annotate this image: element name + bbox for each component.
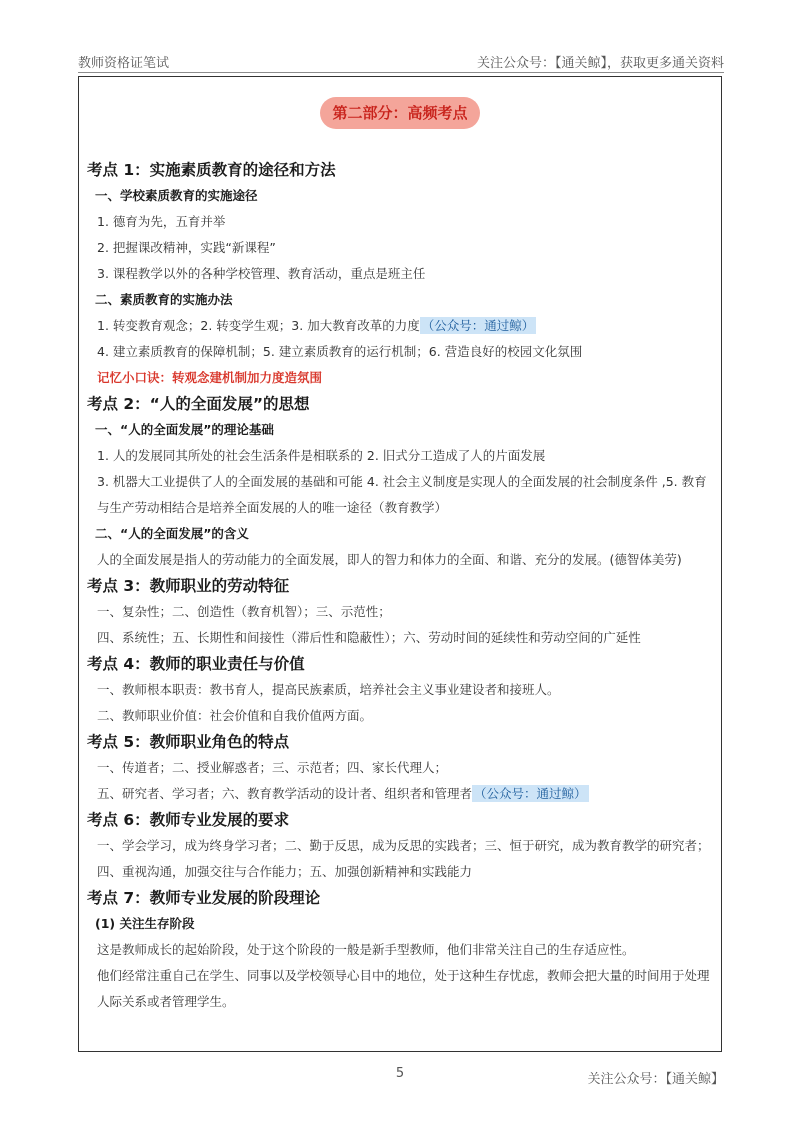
page-header bbox=[78, 50, 724, 73]
topic-2-line-1: 1. 人的发展同其所处的社会生活条件是相联系的 2. 旧式分工造成了人的片面发展 bbox=[97, 448, 546, 463]
wechat-highlight-1: （公众号：通过鲸） bbox=[421, 318, 535, 333]
footer-right-text: 关注公众号：【通关鲸】 bbox=[587, 1072, 724, 1087]
wechat-highlight-2: （公众号：通过鲸） bbox=[474, 786, 587, 801]
content-body bbox=[87, 157, 715, 1015]
topic-2-sub-2: 二、“人的全面发展”的含义 bbox=[95, 526, 249, 541]
topic-1-title: 考点 1：实施素质教育的途径和方法 bbox=[87, 161, 336, 179]
topic-5-line-2 bbox=[87, 781, 715, 807]
topic-5-title: 考点 5：教师职业角色的特点 bbox=[87, 733, 290, 751]
topic-6-title: 考点 6：教师专业发展的要求 bbox=[87, 811, 290, 829]
topic-2-title: 考点 2：“人的全面发展”的思想 bbox=[87, 395, 310, 413]
topic-1-item-2: 2. 把握课改精神，实践“新课程” bbox=[97, 240, 276, 255]
topic-4-title: 考点 4：教师的职业责任与价值 bbox=[87, 655, 305, 673]
topic-3-line-2: 四、系统性；五、长期性和间接性（滞后性和隐蔽性）；六、劳动时间的延续性和劳动空间的广延性 bbox=[97, 630, 641, 645]
topic-1-method-line-1 bbox=[87, 313, 715, 339]
topic-2-line-3: 人的全面发展是指人的劳动能力的全面发展，即人的智力和体力的全面、和谐、充分的发展。(德智体美劳) bbox=[97, 552, 682, 567]
topic-3-line-1: 一、复杂性；二、创造性（教育机智）；三、示范性； bbox=[97, 604, 391, 619]
topic-3-title: 考点 3：教师职业的劳动特征 bbox=[87, 577, 290, 595]
topic-1-sub-2: 二、素质教育的实施办法 bbox=[95, 292, 233, 307]
topic-6-line-1: 一、学会学习，成为终身学习者；二、勤于反思，成为反思的实践者；三、恒于研究，成为教育教学的研究者； bbox=[97, 838, 710, 853]
content-frame bbox=[78, 76, 722, 1052]
topic-5-line-1: 一、传道者；二、授业解惑者；三、示范者；四、家长代理人； bbox=[97, 760, 448, 775]
page-number: 5 bbox=[395, 1066, 405, 1081]
topic-5-line-2-text: 五、研究者、学习者；六、教育教学活动的设计者、组织者和管理者 bbox=[97, 786, 473, 801]
topic-2-sub-1: 一、“人的全面发展”的理论基础 bbox=[95, 422, 274, 437]
topic-2-line-2: 3. 机器大工业提供了人的全面发展的基础和可能 4. 社会主义制度是实现人的全面发展的社会制度条件 ,5. 教育与生产劳动相结合是培养全面发展的人的唯一途径（教育教学） bbox=[97, 474, 707, 515]
header-right-text: 关注公众号：【通关鲸】，获取更多通关资料 bbox=[476, 56, 724, 71]
banner-wrap bbox=[79, 97, 721, 131]
topic-7-title: 考点 7：教师专业发展的阶段理论 bbox=[87, 889, 321, 907]
topic-1-sub-1: 一、学校素质教育的实施途径 bbox=[95, 188, 258, 203]
topic-1-method-line-2: 4. 建立素质教育的保障机制；5. 建立素质教育的运行机制；6. 营造良好的校园文化氛围 bbox=[97, 344, 583, 359]
memory-tip: 记忆小口诀：转观念建机制加力度造氛围 bbox=[97, 370, 323, 385]
topic-1-item-3: 3. 课程教学以外的各种学校管理、教育活动，重点是班主任 bbox=[97, 266, 426, 281]
section-banner: 第二部分：高频考点 bbox=[320, 97, 479, 129]
header-left-text: 教师资格证笔试 bbox=[78, 56, 170, 71]
topic-1-item-1: 1. 德育为先，五育并举 bbox=[97, 214, 226, 229]
topic-6-line-2: 四、重视沟通，加强交往与合作能力；五、加强创新精神和实践能力 bbox=[97, 864, 473, 879]
topic-7-line-2: 他们经常注重自己在学生、同事以及学校领导心目中的地位，处于这种生存忧虑，教师会把大量的时间用于处理人际关系或者管理学生。 bbox=[97, 968, 710, 1009]
topic-4-line-2: 二、教师职业价值：社会价值和自我价值两方面。 bbox=[97, 708, 373, 723]
method-line-1-text: 1. 转变教育观念；2. 转变学生观；3. 加大教育改革的力度 bbox=[97, 318, 420, 333]
topic-7-sub-1: (1) 关注生存阶段 bbox=[95, 916, 195, 931]
topic-7-line-1: 这是教师成长的起始阶段，处于这个阶段的一般是新手型教师，他们非常关注自己的生存适应性。 bbox=[97, 942, 635, 957]
topic-4-line-1: 一、教师根本职责：教书育人，提高民族素质，培养社会主义事业建设者和接班人。 bbox=[97, 682, 560, 697]
